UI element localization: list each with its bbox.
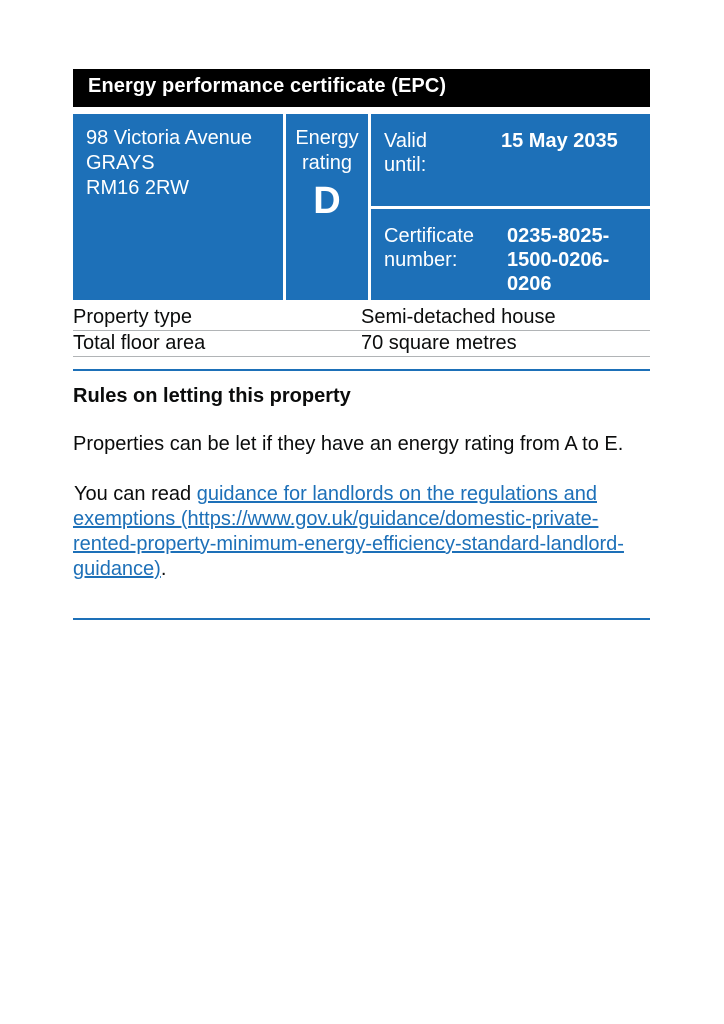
certificate-number-label [384,224,494,272]
certificate-number-label-line-1: Certificate [384,225,475,247]
guidance-lead-text: You can read [74,483,197,505]
rules-heading: Rules on letting this property [73,385,351,407]
landlord-guidance-link[interactable]: guidance for landlords on the regulations and exemptions (https://www.gov.uk/guidance/domestic-private-rented-property-minimum-energy-efficiency-standard-landlord-guidance) [73,483,624,580]
epc-page [73,69,650,620]
guidance-tail-text: . [160,558,167,580]
floor-area-value: 70 square metres [361,332,517,354]
valid-until-date: 15 May 2035 [501,130,618,152]
certificate-number-value [507,224,637,296]
valid-until-cell [371,114,650,206]
energy-rating-cell [286,114,368,300]
certificate-number-label-line-2: number: [384,249,458,271]
valid-until-label-line-1: Valid [384,130,427,152]
floor-area-label: Total floor area [73,332,206,354]
certificate-number-cell [371,209,650,300]
epc-summary-panel [73,114,650,300]
rules-paragraph-guidance [73,482,648,582]
energy-rating-label-line-1: Energy [295,127,359,149]
property-summary-table [73,305,650,357]
epc-title-bar [73,69,650,107]
address-postcode: RM16 2RW [86,177,189,199]
energy-rating-letter: D [313,180,341,222]
floor-area-row [73,331,650,357]
rules-paragraph-rating: Properties can be let if they have an energy rating from A to E. [73,433,624,455]
valid-until-label-line-2: until: [384,154,427,176]
valid-until-label [384,129,474,177]
property-type-label: Property type [73,306,192,328]
section-divider-top [73,369,650,371]
address-line-1: 98 Victoria Avenue [86,127,253,149]
property-type-value: Semi-detached house [361,306,556,328]
address-cell [73,114,283,300]
section-divider-bottom [73,618,650,620]
certificate-number-part-1: 0235-8025- [507,225,610,247]
page-title: Energy performance certificate (EPC) [88,75,447,97]
address-town: GRAYS [86,152,155,174]
property-type-row [73,305,650,331]
certificate-number-part-2: 1500-0206- [507,249,610,271]
energy-rating-label-line-2: rating [301,152,353,174]
certificate-number-part-3: 0206 [507,273,552,295]
